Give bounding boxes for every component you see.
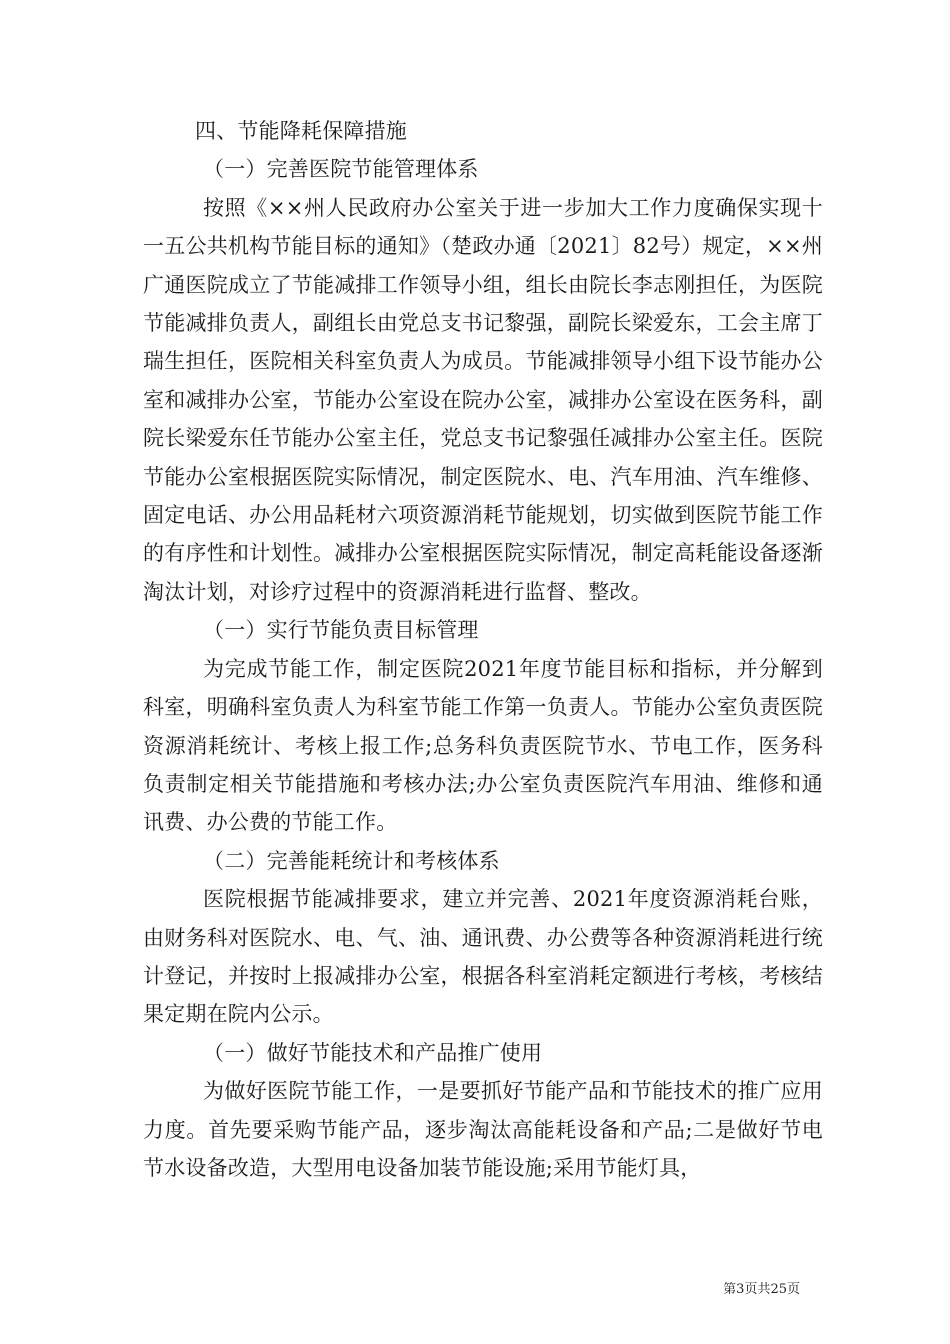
subheading-improve-management-system: （一）完善医院节能管理体系 xyxy=(203,157,479,182)
subheading-target-management: （一）实行节能负责目标管理 xyxy=(203,618,479,643)
paragraph-target-management: 为完成节能工作，制定医院2021年度节能目标和指标，并分解到科室，明确科室负责人为科室节能工作第一负责人。节能办公室负责医院资源消耗统计、考核上报工作;总务科负责医院节水、节电工作，医务科负责制定相关节能措施和考核办法;办公室负责医院汽车用油、维修和通讯费、办公费的节能工作。 xyxy=(143,656,823,835)
paragraph-statistics-assessment: 医院根据节能减排要求，建立并完善、2021年度资源消耗台账，由财务科对医院水、电、气、油、通讯费、办公费等各种资源消耗进行统计登记，并按时上报减排办公室，根据各科室消耗定额进行考核，考核结果定期在院内公示。 xyxy=(143,887,823,1027)
subheading-statistics-assessment: （二）完善能耗统计和考核体系 xyxy=(203,848,500,873)
subheading-technology-promotion: （一）做好节能技术和产品推广使用 xyxy=(203,1040,543,1065)
section-heading-4: 四、节能降耗保障措施 xyxy=(195,119,407,143)
document-body xyxy=(143,112,823,1187)
page-number-footer: 第3页共25页 xyxy=(723,1282,800,1297)
paragraph-technology-promotion: 为做好医院节能工作，一是要抓好节能产品和节能技术的推广应用力度。首先要采购节能产品，逐步淘汰高能耗设备和产品;二是做好节电节水设备改造，大型用电设备加装节能设施;采用节能灯具， xyxy=(143,1079,823,1180)
paragraph-leadership-group: 按照《××州人民政府办公室关于进一步加大工作力度确保实现十一五公共机构节能目标的通知》（楚政办通〔2021〕82号）规定，××州广通医院成立了节能减排工作领导小组，组长由院长李志刚担任，为医院节能减排负责人，副组长由党总支书记黎强，副院长梁爱东，工会主席丁瑞生担任，医院相关科室负责人为成员。节能减排领导小组下设节能办公室和减排办公室，节能办公室设在院办公室，减排办公室设在医务科，副院长梁爱东任节能办公室主任，党总支书记黎强任减排办公室主任。医院节能办公室根据医院实际情况，制定医院水、电、汽车用油、汽车维修、固定电话、办公用品耗材六项资源消耗节能规划，切实做到医院节能工作的有序性和计划性。减排办公室根据医院实际情况，制定高耗能设备逐渐淘汰计划，对诊疗过程中的资源消耗进行监督、整改。 xyxy=(143,195,823,604)
